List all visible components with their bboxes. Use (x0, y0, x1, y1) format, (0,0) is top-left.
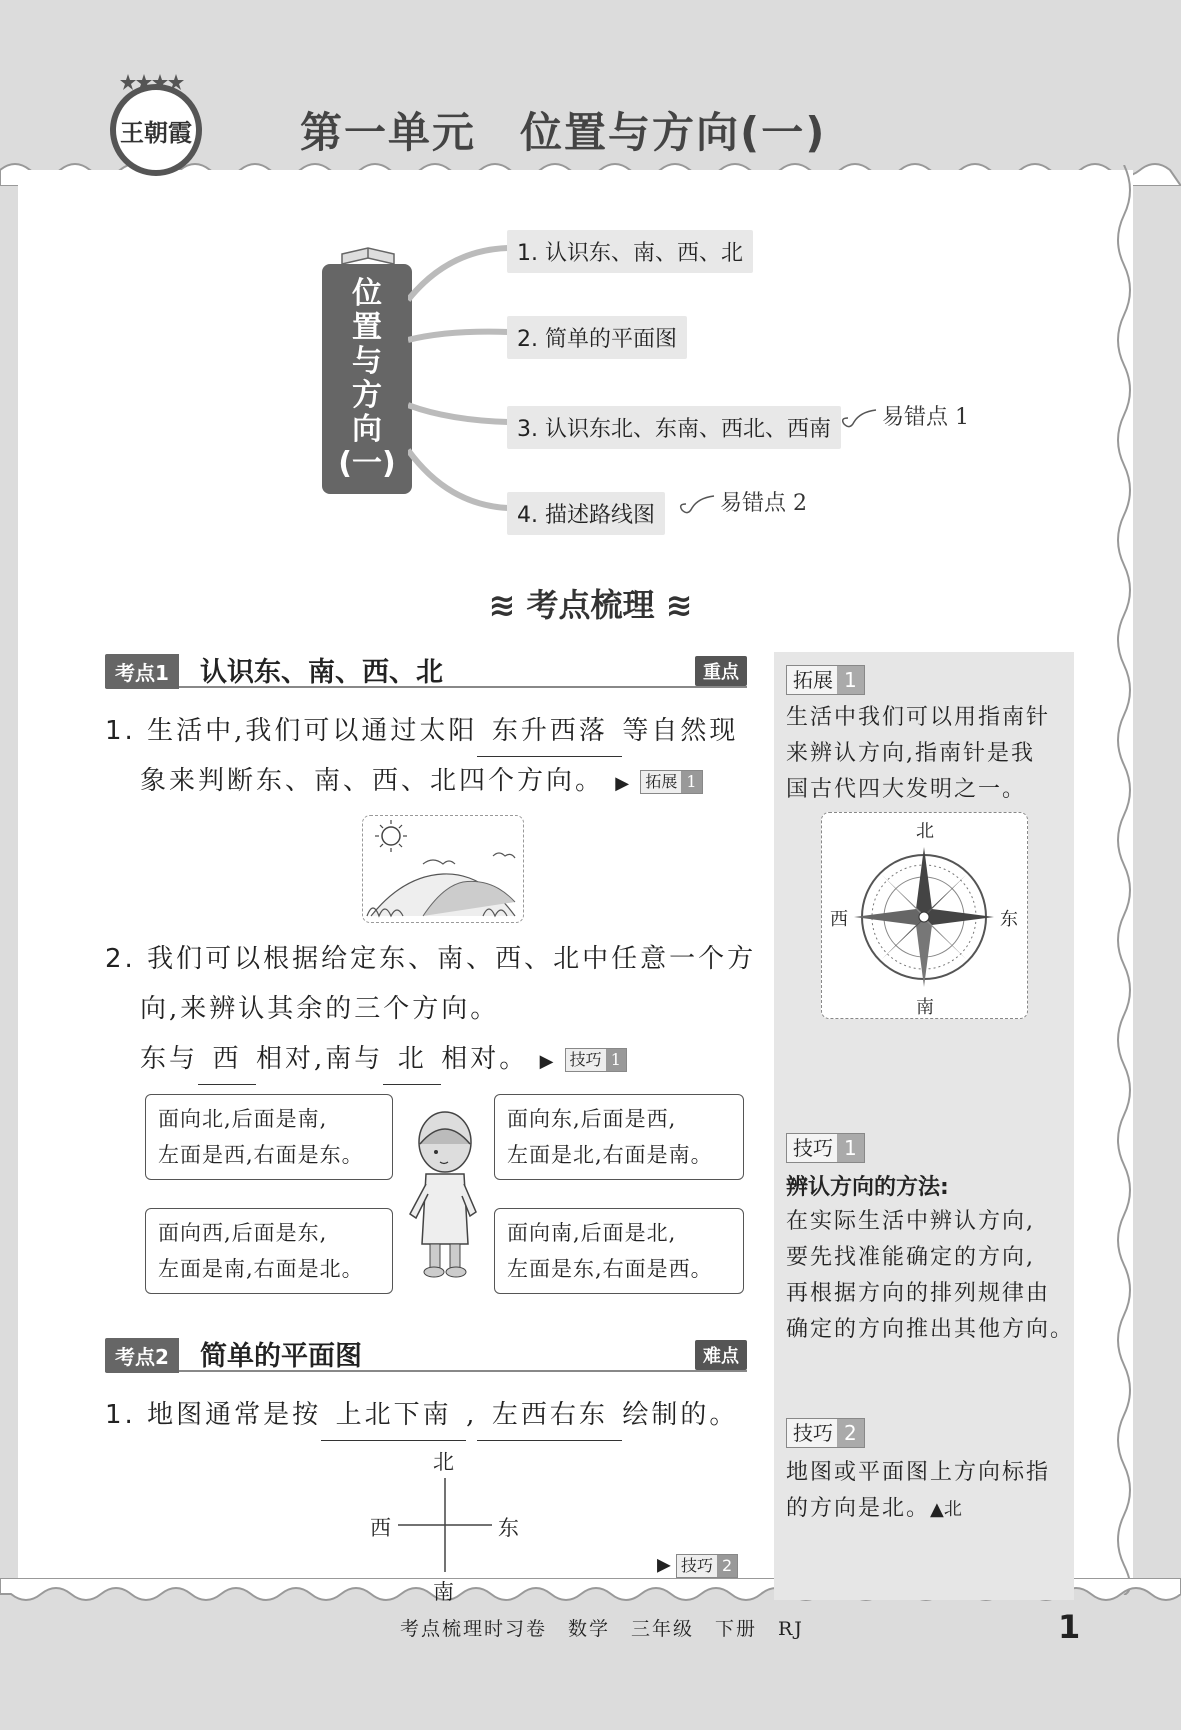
point-badge: 难点 (695, 1340, 747, 1370)
unit-title: 第一单元 位置与方向(一) (300, 108, 827, 157)
side-tip-heading: 辨认方向的方法: (786, 1175, 949, 1200)
side-tip-text: 在实际生活中辨认方向, 要先找准能确定的方向, 再根据方向的排列规律由 确定的方向推出其他方向。 (786, 1209, 1075, 1342)
child-illustration-icon (400, 1104, 490, 1284)
root-char: 位 (352, 276, 382, 311)
cross-south-label: 南 (433, 1580, 454, 1604)
direction-box-east: 面向东,后面是西, 左面是北,右面是南。 (494, 1094, 744, 1180)
ref-tag[interactable]: 拓展 1 (640, 770, 702, 794)
root-char: (一) (338, 446, 396, 481)
direction-box-west: 面向西,后面是东, 左面是南,右面是北。 (145, 1208, 393, 1294)
cross-east-label: 东 (498, 1516, 519, 1540)
arrow-right-icon: ▶ (539, 1051, 554, 1072)
root-char: 方 (352, 378, 382, 413)
mind-map-item: 4. 描述路线图 (507, 492, 665, 535)
point1-q2: 2. 我们可以根据给定东、南、西、北中任意一个方 (105, 944, 757, 974)
arrow-curl-icon (678, 490, 718, 520)
compass-figure (821, 812, 1028, 1019)
section-title-text: 考点梳理 (526, 586, 655, 624)
direction-box-south: 面向南,后面是北, 左面是东,右面是西。 (494, 1208, 744, 1294)
compass-east-label: 东 (1000, 909, 1018, 930)
compass-icon (822, 813, 1027, 1018)
root-char: 与 (352, 344, 382, 379)
publisher-logo (110, 84, 202, 176)
logo-text: 王朝霞 (120, 117, 192, 147)
mind-map-branches (408, 240, 518, 520)
mind-map-item: 1. 认识东、南、西、北 (507, 230, 753, 273)
mind-map-item: 2. 简单的平面图 (507, 316, 687, 359)
mistake-note: 易错点 1 (882, 405, 969, 430)
wavy-border-right (1110, 165, 1150, 1595)
cross-west-label: 西 (370, 1516, 391, 1540)
side-tag: 拓展 1 (786, 665, 865, 695)
point1-q2-line3: 东与 西 相对,南与 北 相对。 ▶ 技巧 1 (140, 1034, 627, 1087)
point2-header (105, 1338, 747, 1372)
wave-icon: ≋ (488, 586, 527, 624)
cross-north-label: 北 (433, 1450, 454, 1474)
mind-map-root (322, 264, 412, 494)
point1-q2-line2: 向,来辨认其余的三个方向。 (140, 994, 500, 1024)
point-tag: 考点2 (105, 1338, 179, 1373)
logo-stars-icon (120, 72, 192, 92)
answer-blank[interactable]: 北 (383, 1034, 441, 1085)
wave-icon: ≋ (654, 586, 693, 624)
side-extension-text: 生活中我们可以用指南针 来辨认方向,指南针是我 国古代四大发明之一。 (786, 705, 1051, 802)
answer-blank[interactable]: 左西右东 (477, 1390, 622, 1441)
mistake-note: 易错点 2 (720, 491, 807, 516)
ref-tag[interactable]: 技巧 1 (565, 1048, 627, 1072)
north-arrow-icon: ▲ (930, 1499, 944, 1520)
compass-south-label: 南 (916, 997, 934, 1018)
side-tip2-text: 地图或平面图上方向标指 的方向是北。▲北 (786, 1460, 1051, 1521)
direction-box-north: 面向北,后面是南, 左面是西,右面是东。 (145, 1094, 393, 1180)
section-title (0, 580, 1181, 626)
compass-west-label: 西 (830, 909, 848, 930)
ref-tag[interactable]: 技巧 2 (676, 1554, 738, 1578)
arrow-curl-icon (840, 404, 880, 434)
arrow-right-icon: ▶ (615, 773, 630, 794)
point1-header (105, 654, 747, 688)
point-title: 简单的平面图 (200, 1341, 362, 1372)
root-char: 向 (352, 412, 382, 447)
compass-north-label: 北 (916, 821, 934, 842)
answer-blank[interactable]: 上北下南 (321, 1390, 466, 1441)
side-tag: 技巧 2 (786, 1418, 865, 1448)
arrow-right-icon: ▶ (657, 1554, 671, 1576)
point2-q1: 1. 地图通常是按 上北下南 , 左西右东 绘制的。 (105, 1390, 738, 1441)
sun-landscape-image (362, 815, 524, 923)
side-tag: 技巧 1 (786, 1133, 865, 1163)
direction-cross-icon (390, 1470, 500, 1580)
answer-blank[interactable]: 西 (198, 1034, 256, 1085)
point1-q1-line2: 象来判断东、南、西、北四个方向。 ▶ 拓展 1 (140, 756, 703, 809)
root-char: 置 (352, 310, 382, 345)
answer-blank[interactable]: 东升西落 (477, 706, 622, 757)
point1-q1: 1. 生活中,我们可以通过太阳 东升西落 等自然现 (105, 706, 738, 757)
footer-info: 考点梳理时习卷 数学 三年级 下册 RJ (400, 1618, 804, 1640)
sun-landscape-icon (363, 816, 523, 922)
page-number: 1 (1058, 1608, 1081, 1646)
point-tag: 考点1 (105, 654, 179, 689)
mind-map-item: 3. 认识东北、东南、西北、西南 (507, 406, 841, 449)
point-badge: 重点 (695, 656, 747, 686)
point-title: 认识东、南、西、北 (200, 657, 443, 688)
